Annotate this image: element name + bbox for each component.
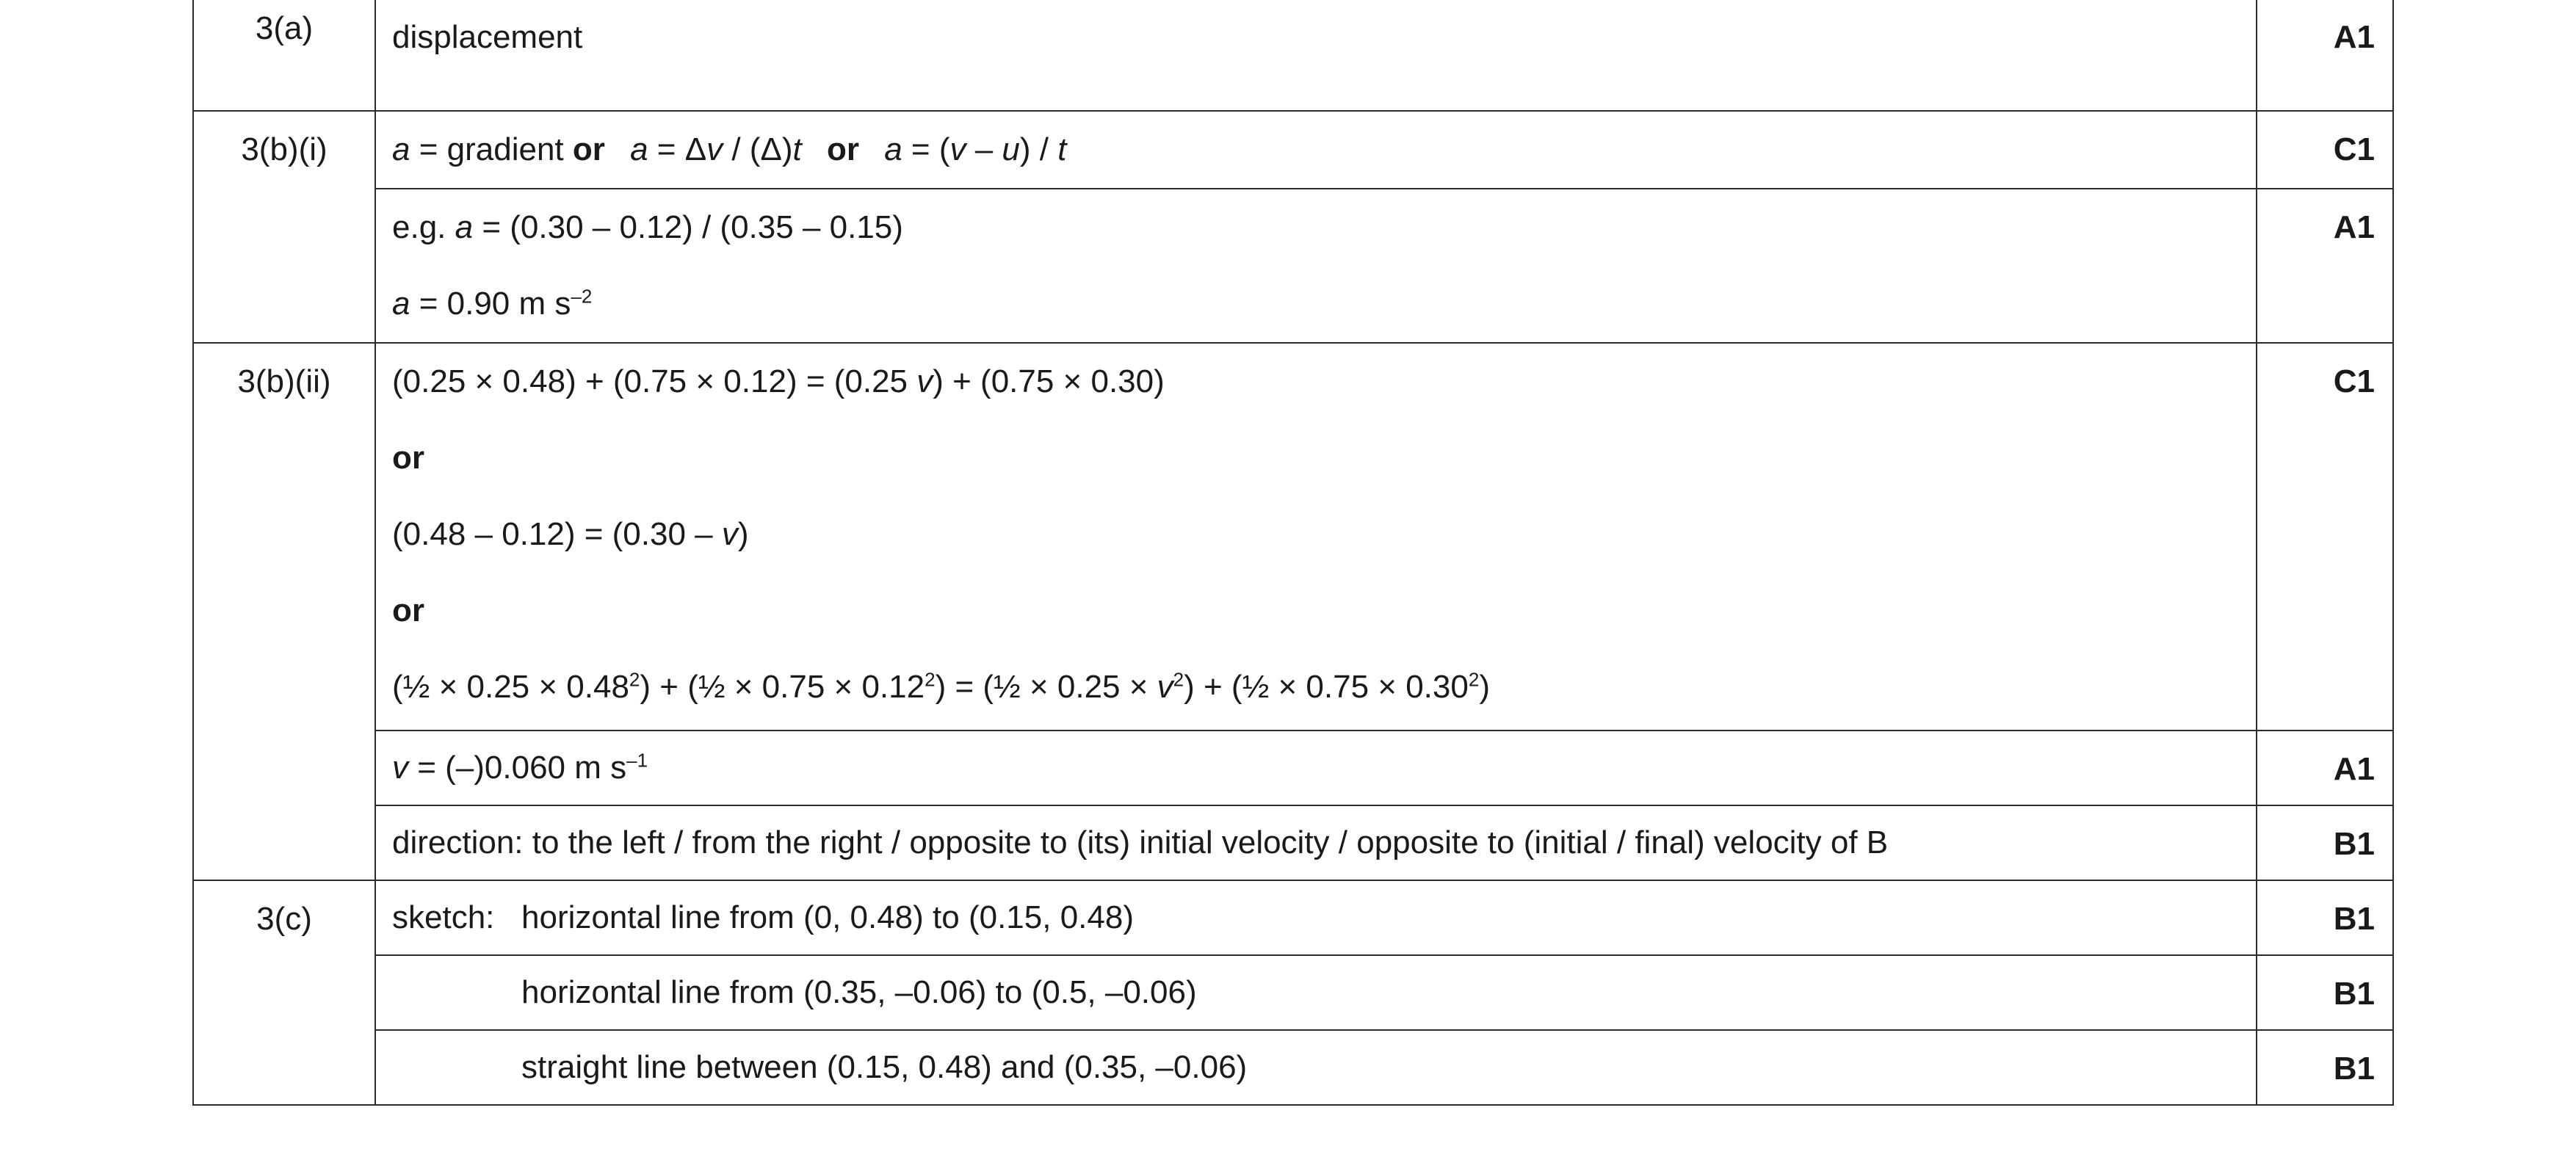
mark-cell-3c-2: B1 bbox=[2257, 955, 2393, 1030]
answer-cell-3a bbox=[375, 0, 2257, 111]
mark-scheme-table bbox=[192, 0, 2394, 1106]
question-number-3bii: 3(b)(ii) bbox=[193, 343, 375, 880]
mark-cell-3bi-1: C1 bbox=[2257, 111, 2393, 189]
answer-cell-3c-1 bbox=[375, 880, 2257, 955]
answer-line: straight line between (0.15, 0.48) and (0.35, –0.06) bbox=[521, 1049, 1248, 1085]
answer-line: a = 0.90 m $s^{-2}$ bbox=[392, 285, 593, 322]
table-row-3c-2 bbox=[193, 955, 2393, 1030]
answer-line: e.g. a = (0.30 – 0.12) / (0.35 – 0.15) bbox=[392, 209, 903, 245]
answer-line: sketch: horizontal line from (0, 0.48) to (0.15, 0.48) bbox=[392, 881, 2247, 954]
answer-line: direction: to the left / from the right / opposite to (its) initial velocity / opposite to (initial / final) velocity of B bbox=[392, 824, 1889, 860]
answer-cell-3bi-working bbox=[375, 189, 2257, 343]
answer-cell-3bii-direction bbox=[375, 805, 2257, 880]
table-row-3a bbox=[193, 0, 2393, 111]
table-row-3bii-3 bbox=[193, 805, 2393, 880]
answer-line: (0.48 – 0.12) = (0.30 – v) bbox=[392, 516, 749, 552]
mark-cell-3c-1: B1 bbox=[2257, 880, 2393, 955]
question-number-3a: 3(a) bbox=[193, 0, 375, 111]
sketch-label: sketch: bbox=[392, 899, 495, 935]
answer-line: a = gradient or a = Δv / (Δ)t or a = (v – u) / t bbox=[392, 131, 1067, 167]
answer-line: or bbox=[392, 440, 424, 476]
table-row-3bi-1 bbox=[193, 111, 2393, 189]
answer-line: horizontal line from (0.35, –0.06) to (0.5, –0.06) bbox=[521, 974, 1197, 1010]
table-row-3bi-2 bbox=[193, 189, 2393, 343]
question-number-3c: 3(c) bbox=[193, 880, 375, 1105]
question-number-3bi: 3(b)(i) bbox=[193, 111, 375, 343]
answer-cell-3c-2 bbox=[375, 955, 2257, 1030]
answer-line: (0.25 × 0.48) + (0.75 × 0.12) = (0.25 v) + (0.75 × 0.30) bbox=[392, 363, 1165, 399]
answer-line: displacement bbox=[392, 19, 583, 55]
answer-cell-3bii-methods bbox=[375, 343, 2257, 731]
answer-cell-3bii-result bbox=[375, 731, 2257, 805]
mark-cell-3bii-3: B1 bbox=[2257, 805, 2393, 880]
mark-cell-3a: A1 bbox=[2257, 0, 2393, 111]
answer-line: or bbox=[392, 592, 424, 628]
answer-cell-3c-3 bbox=[375, 1030, 2257, 1105]
mark-cell-3bi-2: A1 bbox=[2257, 189, 2393, 343]
mark-cell-3c-3: B1 bbox=[2257, 1030, 2393, 1105]
answer-line: v = (–)0.060 m $s^{-1}$ bbox=[392, 749, 648, 786]
answer-line: (½ × $0.25 \times 0.48^2$) + (½ × $0.75 \times 0.12^2$) = (½ × $0.25 \times v^2$) + (½ × $0.75 \times 0.30^2$) bbox=[392, 668, 1490, 705]
answer-cell-3bi-formula bbox=[375, 111, 2257, 189]
mark-cell-3bii-1: C1 bbox=[2257, 343, 2393, 731]
table-row-3c-3 bbox=[193, 1030, 2393, 1105]
table-row-3bii-2 bbox=[193, 731, 2393, 805]
table-row-3c-1 bbox=[193, 880, 2393, 955]
mark-cell-3bii-2: A1 bbox=[2257, 731, 2393, 805]
table-row-3bii-1 bbox=[193, 343, 2393, 731]
